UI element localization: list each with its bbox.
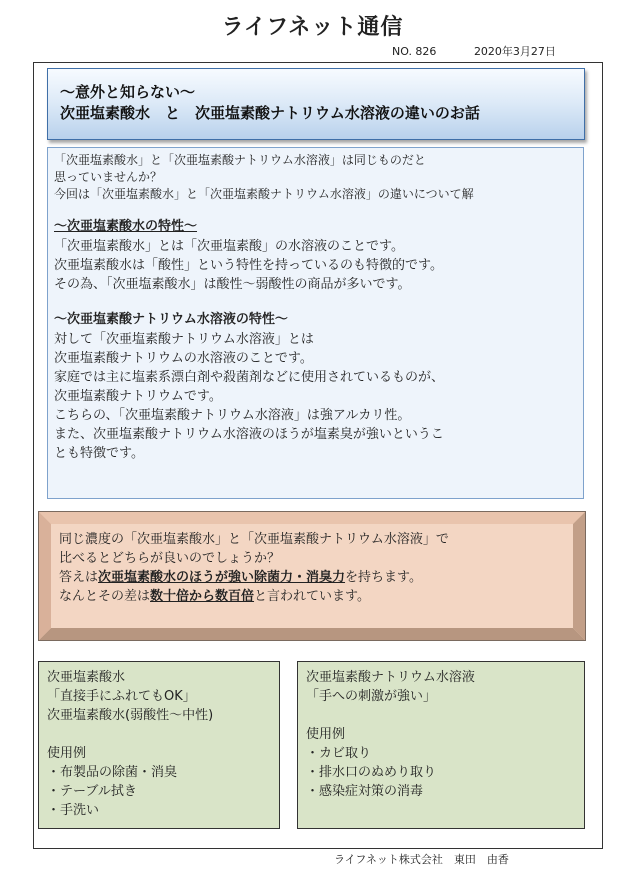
bevel-edge (39, 512, 51, 640)
section-line: 対して「次亜塩素酸ナトリウム水溶液」とは (54, 332, 314, 347)
issue-info (392, 43, 556, 59)
section-line: 次亜塩素酸ナトリウムです。 (54, 389, 222, 404)
intro-line: 今回は「次亜塩素酸水」と「次亜塩素酸ナトリウム水溶液」の違いについて解 (54, 187, 474, 201)
issue-number: NO. 826 (392, 45, 437, 58)
bevel-edge (573, 512, 585, 640)
headline-line-2: 次亜塩素酸水 と 次亜塩素酸ナトリウム水溶液の違いのお話 (60, 104, 480, 122)
issue-date: 2020年3月27日 (473, 45, 556, 58)
card-title: 次亜塩素酸ナトリウム水溶液 (306, 670, 475, 685)
section-line: 次亜塩素酸ナトリウムの水溶液のことです。 (54, 351, 313, 366)
author-footer: ライフネット株式会社 東田 由香 (334, 853, 509, 866)
uses-label: 使用例 (47, 746, 87, 761)
spacer (47, 725, 271, 744)
uses-label: 使用例 (306, 727, 346, 742)
use-item: ・カビ取り (306, 746, 372, 761)
card-quote: 「直接手にふれてもOK」 (47, 689, 196, 704)
comparison-box (38, 511, 586, 641)
section-line: その為、「次亜塩素酸水」は酸性～弱酸性の商品が多いです。 (54, 277, 411, 292)
headline-box (47, 68, 585, 140)
section-line: また、次亜塩素酸ナトリウム水溶液のほうが塩素臭が強いというこ (54, 427, 444, 442)
intro-line: 「次亜塩素酸水」と「次亜塩素酸ナトリウム水溶液」は同じものだと (54, 153, 426, 167)
headline-line-1: ～意外と知らない～ (60, 83, 196, 101)
use-item: ・感染症対策の消毒 (306, 784, 424, 799)
use-item: ・テーブル拭き (47, 784, 137, 799)
card-hypochlorous-water (38, 661, 280, 829)
newsletter-title: ライフネット通信 (221, 15, 404, 40)
use-item: ・手洗い (47, 803, 100, 818)
card-sodium-hypochlorite (297, 661, 585, 829)
comparison-line-1: 同じ濃度の「次亜塩素酸水」と「次亜塩素酸ナトリウム水溶液」で (59, 532, 449, 547)
bevel-edge (39, 512, 585, 524)
card-quote: 「手への刺激が強い」 (306, 689, 437, 704)
use-item: ・排水口のぬめり取り (306, 765, 437, 780)
answer-suffix: を持ちます。 (345, 570, 422, 585)
card-title: 次亜塩素酸水 (47, 670, 126, 685)
comparison-line-3 (59, 568, 571, 587)
comparison-line-2: 比べるとどちらが良いのでしょうか？ (59, 551, 281, 566)
section-heading-sodium-hypochlorite: ～次亜塩素酸ナトリウム水溶液の特性～ (54, 312, 288, 327)
section-line: 「次亜塩素酸水」とは「次亜塩素酸」の水溶液のことです。 (54, 239, 404, 254)
difference-emphasis: 数十倍から数百倍 (150, 589, 255, 604)
section-line: とも特徴です。 (54, 446, 144, 461)
intro-box (47, 147, 584, 499)
comparison-text (59, 530, 571, 606)
use-item: ・布製品の除菌・消臭 (47, 765, 178, 780)
comparison-line-4 (59, 587, 571, 606)
intro-line: 思っていませんか？ (54, 170, 163, 184)
difference-prefix: なんとその差は (59, 589, 151, 604)
card-subtitle: 次亜塩素酸水(弱酸性～中性) (47, 708, 214, 723)
answer-emphasis: 次亜塩素酸水のほうが強い除菌力・消臭力 (98, 570, 346, 585)
answer-prefix: 答えは (59, 570, 99, 585)
bevel-edge (39, 628, 585, 640)
section-line: 家庭では主に塩素系漂白剤や殺菌剤などに使用されているものが、 (54, 370, 445, 385)
section-heading-hypochlorous-water: ～次亜塩素酸水の特性～ (54, 219, 198, 234)
difference-suffix: と言われています。 (254, 589, 370, 604)
section-line: 次亜塩素酸水は「酸性」という特性を持っているのも特徴的です。 (54, 258, 443, 273)
spacer (306, 706, 576, 725)
section-line: こちらの、「次亜塩素酸ナトリウム水溶液」は強アルカリ性。 (54, 408, 411, 423)
